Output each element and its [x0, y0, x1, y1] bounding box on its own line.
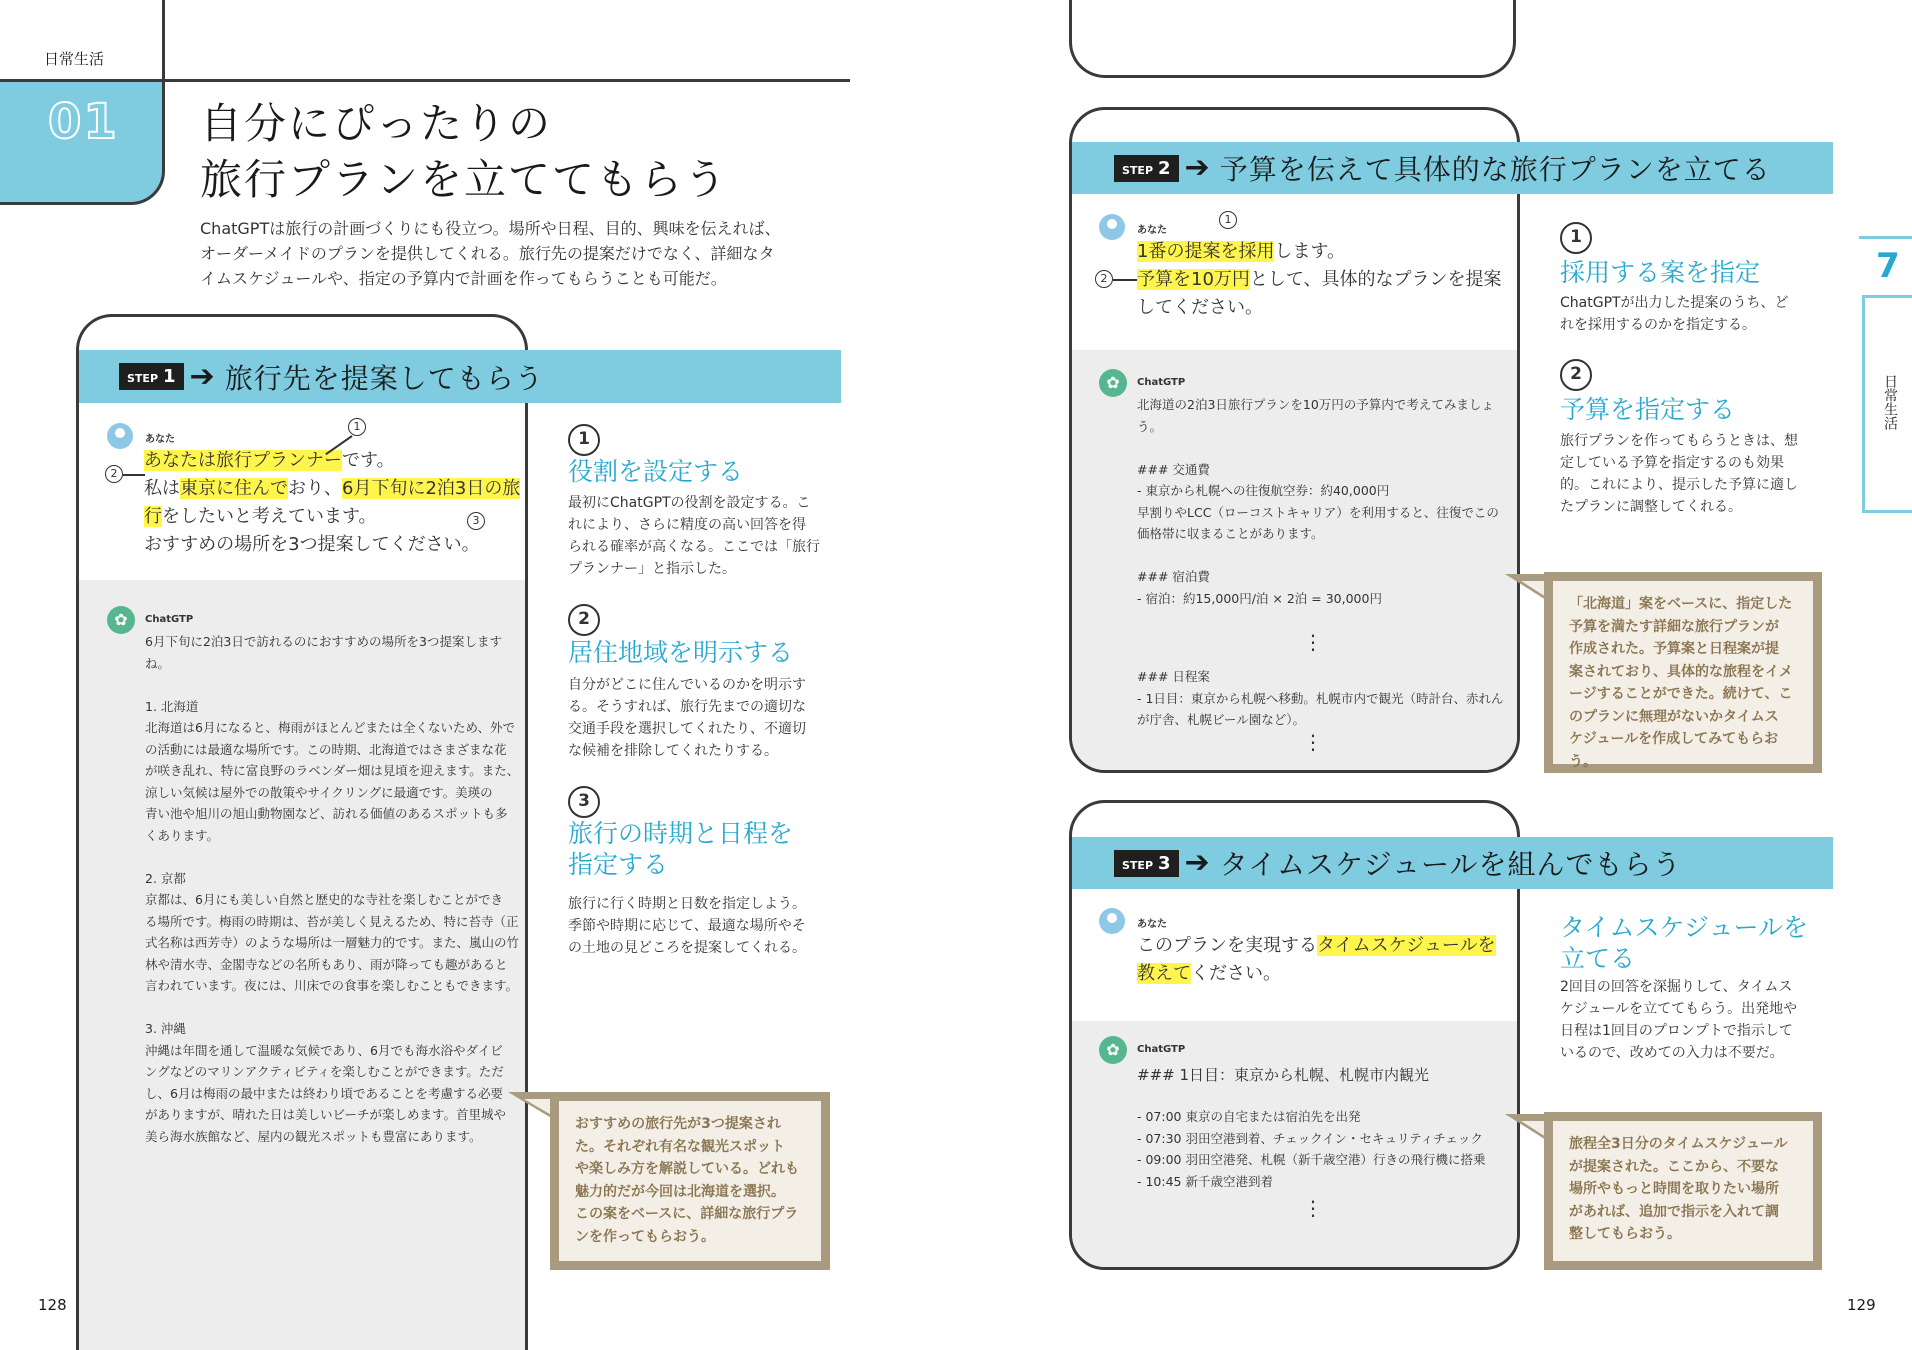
- note-line: 場所やもっと時間を取りたい場所: [1569, 1181, 1779, 1197]
- message-text: 私は: [144, 478, 180, 499]
- gpt-line: し、6月は梅雨の最中または終わり頃であることを考慮する必要: [145, 1085, 503, 1101]
- gpt-line: 価格帯に収まることがあります。: [1137, 526, 1324, 541]
- step2-gpt-message: [1137, 394, 1499, 609]
- point-title: [568, 456, 743, 487]
- callout-1-marker: 1: [348, 418, 366, 436]
- message-text: おすすめの場所を3つ提案してください。: [144, 534, 480, 555]
- gpt-line: [145, 846, 519, 868]
- message-text: このプランを実現する: [1137, 935, 1317, 956]
- step2-user-label: あなた: [1137, 225, 1167, 236]
- gpt-line: ### 宿泊費: [1137, 569, 1210, 584]
- message-line: [1137, 294, 1502, 322]
- message-line: [1137, 238, 1502, 266]
- desc-line: 交通手段を選択してくれたり、不適切: [568, 721, 806, 737]
- desc-line: ケジュールを立ててもらう。出発地や: [1560, 1001, 1798, 1017]
- page-title-line-1: 自分にぴったりの: [200, 99, 553, 148]
- message-line: [144, 531, 520, 559]
- right-page-number: 129: [1847, 1296, 1876, 1314]
- highlighted-text: 行: [144, 506, 162, 527]
- ellipsis-icon: ⋮: [1303, 630, 1325, 654]
- message-line: [144, 503, 520, 531]
- gpt-line: - 東京から札幌への往復航空券：約40,000円: [1137, 483, 1390, 498]
- gpt-line: ングなどのマリンアクティビティを楽しむことができます。ただ: [145, 1064, 504, 1079]
- note-line: があれば、追加で指示を入れて調: [1569, 1203, 1779, 1220]
- intro-line: ChatGPTは旅行の計画づくりにも役立つ。場所や日程、目的、興味を伝えれば、: [200, 219, 781, 238]
- gpt-line: - 07:30 羽田空港到着、チェックイン・セキュリティチェック: [1137, 1130, 1483, 1146]
- highlighted-text: 教えて: [1137, 963, 1191, 984]
- note-line: が提案された。ここから、不要な: [1569, 1158, 1779, 1175]
- desc-line: られる確率が高くなる。ここでは「旅行: [568, 539, 820, 555]
- page-title: [200, 96, 728, 208]
- note-line: や楽しみ方を解説している。どれも: [575, 1161, 799, 1177]
- step1-badge: STEP 1: [119, 363, 184, 390]
- gpt-line: - 09:00 羽田空港発、札幌（新千歳空港）行きの飛行機に搭乗: [1137, 1152, 1486, 1167]
- point-title: 予算を指定する: [1560, 395, 1736, 424]
- intro-text: [200, 216, 781, 291]
- step3-gpt-message: [1137, 1106, 1485, 1192]
- step2-gpt-message-continued: [1137, 666, 1503, 731]
- step3-badge: STEP 3: [1114, 850, 1179, 877]
- intro-line: イムスケジュールや、指定の予算内で計画を作ってもらうことも可能だ。: [200, 269, 727, 288]
- desc-line: たプランに調整してくれる。: [1560, 499, 1742, 515]
- desc-line: 2回目の回答を深掘りして、タイムス: [1560, 979, 1793, 995]
- gpt-line: ### 日程案: [1137, 669, 1210, 684]
- gpt-line: 青い池や旭川の旭山動物園など、訪れる価値のあるスポットも多: [145, 806, 508, 821]
- user-avatar: [1099, 214, 1125, 240]
- step2-gpt-label: ChatGTP: [1137, 377, 1186, 388]
- message-text: をしたいと考えています。: [162, 506, 377, 527]
- desc-line: れを採用するのかを指定する。: [1560, 317, 1756, 333]
- chapter-number: 7: [1876, 246, 1900, 286]
- point-title-line: 旅行の時期と日程を: [568, 819, 794, 848]
- highlighted-text: 予算を10万円: [1137, 269, 1250, 290]
- gpt-line: 林や清水寺、金閣寺などの名所もあり、雨が降っても趣があると: [145, 956, 508, 972]
- desc-line: 定している予算を指定するのも効果: [1560, 455, 1784, 471]
- gpt-line: 3. 沖縄: [145, 1021, 186, 1036]
- gpt-line: [1137, 545, 1499, 567]
- note-line: ンを作ってもらおう。: [575, 1228, 715, 1245]
- previous-phone-bottom: [1069, 0, 1516, 78]
- step2-title: 予算を伝えて具体的な旅行プランを立てる: [1219, 153, 1771, 186]
- point-desc: [568, 893, 806, 959]
- point-desc: [568, 674, 806, 762]
- page-title-line-2: 旅行プランを立ててもらう: [200, 155, 729, 204]
- chatgpt-logo-icon: ✿: [107, 606, 135, 634]
- note-line: 魅力的だが今回は北海道を選択。: [575, 1183, 785, 1200]
- desc-line: 季節や時期に応じて、最適な場所やそ: [568, 918, 806, 934]
- article-number: 01: [48, 94, 119, 150]
- chapter-tab-rule: [1859, 236, 1912, 239]
- highlighted-text: 東京に住んで: [180, 478, 288, 499]
- desc-line: 旅行プランを作ってもらうときは、想: [1560, 433, 1798, 449]
- left-page-number: 128: [38, 1296, 67, 1314]
- step3-title: タイムスケジュールを組んでもらう: [1219, 848, 1682, 881]
- note-line: ージすることができた。続けて、こ: [1569, 686, 1793, 702]
- gpt-line: くあります。: [145, 827, 220, 843]
- step1-user-message: [144, 447, 520, 559]
- message-line: [1137, 932, 1496, 960]
- step2-user-message: [1137, 238, 1502, 322]
- chatgpt-logo-icon: ✿: [1099, 369, 1127, 397]
- message-line: [144, 447, 520, 475]
- message-text: おり、: [288, 478, 342, 499]
- note-line: 整してもらおう。: [1569, 1226, 1681, 1242]
- ellipsis-icon: ⋮: [1303, 1196, 1325, 1220]
- callout-2-line: [1113, 279, 1137, 281]
- gpt-line: ね。: [145, 655, 171, 671]
- gpt-line: 早割りやLCC（ローコストキャリア）を利用すると、往復でこの: [1137, 504, 1499, 520]
- gpt-line: う。: [1137, 418, 1163, 434]
- desc-line: る。そうすれば、旅行先までの適切な: [568, 699, 806, 715]
- user-avatar: [1099, 908, 1125, 934]
- callout-3-marker: 3: [467, 512, 485, 530]
- note-line: 旅程全3日分のタイムスケジュール: [1569, 1136, 1788, 1152]
- arrow-right-icon: ➔: [1184, 845, 1210, 880]
- category-header: [0, 0, 165, 205]
- step3-user-message: [1137, 932, 1496, 988]
- callout-2-marker: 2: [1095, 270, 1113, 288]
- desc-line: いるので、改めての入力は不要だ。: [1560, 1045, 1784, 1061]
- gpt-line: [145, 674, 519, 696]
- point-desc: [1560, 430, 1798, 518]
- message-text: してください。: [1137, 297, 1263, 318]
- point-number-icon: 1: [568, 424, 600, 456]
- note-line: 作成された。予算案と日程案が提: [1569, 641, 1779, 657]
- point-number-icon: 2: [568, 604, 600, 636]
- category-label: 日常生活: [44, 50, 105, 68]
- gpt-line: 美ら海水族館など、屋内の観光スポットも豊富にあります。: [145, 1128, 482, 1144]
- gpt-line: 北海道の2泊3日旅行プランを10万円の予算内で考えてみましょ: [1137, 397, 1494, 412]
- step3-note: [1544, 1112, 1822, 1270]
- desc-line: プランナー」と指示した。: [568, 561, 736, 577]
- gpt-line: - 10:45 新千歳空港到着: [1137, 1173, 1273, 1189]
- gpt-line: 沖縄は年間を通して温暖な気候であり、6月でも海水浴やダイビ: [145, 1042, 503, 1058]
- point-number-icon: 1: [1560, 222, 1592, 254]
- message-text: します。: [1274, 241, 1346, 262]
- note-line: この案をベースに、詳細な旅行プラ: [575, 1206, 799, 1222]
- gpt-line: - 1日目：東京から札幌へ移動。札幌市内で観光（時計台、赤れん: [1137, 690, 1504, 706]
- message-text: として、具体的なプランを提案: [1249, 269, 1502, 290]
- point-desc: [1560, 292, 1789, 336]
- point-desc: [568, 492, 820, 580]
- gpt-line: - 07:00 東京の自宅または宿泊先を出発: [1137, 1109, 1361, 1124]
- gpt-line: 北海道は6月になると、梅雨がほとんどまたは全くないため、外で: [145, 720, 515, 735]
- callout-2-marker: 2: [105, 465, 123, 483]
- step1-gpt-message: [145, 631, 519, 1147]
- note-line: おすすめの旅行先が3つ提案され: [575, 1116, 781, 1132]
- note-line: 予算を満たす詳細な旅行プランが: [1569, 618, 1779, 635]
- highlighted-text: 1番の提案を採用: [1137, 241, 1275, 262]
- message-line: [1137, 266, 1502, 294]
- step1-gpt-label: ChatGTP: [145, 614, 194, 625]
- step1-user-label: あなた: [145, 434, 175, 445]
- message-line: [144, 475, 520, 503]
- gpt-line: ### 交通費: [1137, 461, 1210, 477]
- gpt-line: 1. 北海道: [145, 698, 199, 714]
- highlighted-text: あなたは旅行プランナー: [144, 450, 342, 471]
- step2-note: [1544, 572, 1822, 773]
- point-title: [568, 637, 793, 668]
- note-line: ケジュールを作成してみてもらおう。: [1569, 731, 1779, 770]
- highlighted-text: タイムスケジュールを: [1317, 935, 1496, 956]
- step3-user-label: あなた: [1137, 919, 1167, 930]
- header-rule: [0, 79, 850, 82]
- arrow-right-icon: ➔: [1184, 150, 1210, 185]
- step3-point-title: タイムスケジュールを 立てる: [1560, 913, 1809, 973]
- message-text: ください。: [1191, 963, 1281, 984]
- desc-line: 最初にChatGPTの役割を設定する。こ: [568, 495, 811, 511]
- message-line: [1137, 960, 1496, 988]
- gpt-line: が咲き乱れ、特に富良野のラベンダー畑は見頃を迎えます。また、: [145, 763, 520, 778]
- gpt-line: 6月下旬に2泊3日で訪れるのにおすすめの場所を3つ提案します: [145, 634, 502, 649]
- note-line: 案されており、具体的な旅程をイメ: [1569, 663, 1793, 680]
- step2-badge: STEP 2: [1114, 155, 1179, 182]
- gpt-line: る場所です。梅雨の時期は、苔が美しく見えるため、特に苔寺（正: [145, 913, 519, 929]
- desc-line: な候補を排除してくれたりする。: [568, 743, 778, 759]
- step2-bar: [1072, 142, 1833, 194]
- step3-bar: [1072, 837, 1833, 889]
- point-title-line: 居住地域を明示する: [568, 638, 794, 667]
- gpt-line: が庁舎、札幌ビール園など）。: [1137, 712, 1306, 727]
- step3-point-desc: [1560, 976, 1797, 1064]
- callout-1-marker: 1: [1219, 211, 1237, 229]
- gpt-line: 2. 京都: [145, 870, 186, 886]
- gpt-line: 言われています。夜には、川床での食事を楽しむこともできます。: [145, 978, 519, 993]
- point-number-icon: 2: [1560, 359, 1592, 391]
- gpt-line: の活動には最適な場所です。この時期、北海道ではさまざまな花: [145, 741, 507, 757]
- chapter-label: 日常生活: [1882, 374, 1898, 430]
- gpt-line: 式名称は西芳寺）のような場所は一層魅力的です。また、嵐山の竹: [145, 935, 520, 950]
- point-title-line: 役割を設定する: [568, 457, 744, 486]
- note-line: のプランに無理がないかタイムス: [1569, 708, 1779, 725]
- point-number-icon: 3: [568, 786, 600, 818]
- note-line: た。それぞれ有名な観光スポット: [575, 1138, 785, 1155]
- gpt-line: - 宿泊：約15,000円/泊 × 2泊 = 30,000円: [1137, 590, 1382, 606]
- arrow-right-icon: ➔: [189, 358, 215, 394]
- gpt-line: [1137, 437, 1499, 459]
- desc-line: ChatGPTが出力した提案のうち、ど: [1560, 295, 1789, 311]
- point-title: 採用する案を指定: [1560, 258, 1761, 287]
- desc-line: 旅行に行く時期と日数を指定しよう。: [568, 896, 806, 912]
- desc-line: れにより、さらに精度の高い回答を得: [568, 517, 806, 533]
- desc-line: 自分がどこに住んでいるのかを明示す: [568, 677, 806, 693]
- user-avatar: [107, 423, 133, 449]
- step1-bar: [79, 350, 841, 403]
- step3-gpt-label: ChatGTP: [1137, 1044, 1186, 1055]
- note-line: 「北海道」案をベースに、指定した: [1569, 596, 1793, 612]
- gpt-line: 涼しい気候は屋外での散策やサイクリングに最適です。美瑛の: [145, 784, 493, 800]
- point-title: [568, 818, 793, 880]
- chatgpt-logo-icon: ✿: [1099, 1036, 1127, 1064]
- step3-gpt-heading: ### 1日目：東京から札幌、札幌市内観光: [1137, 1066, 1430, 1084]
- desc-line: の土地の見どころを提案してくれる。: [568, 940, 806, 956]
- intro-line: オーダーメイドのプランを提供してくれる。旅行先の提案だけでなく、詳細なタ: [200, 244, 775, 263]
- ellipsis-icon: ⋮: [1303, 730, 1325, 754]
- point-title-line: 指定する: [568, 850, 669, 879]
- desc-line: 的。これにより、提示した予算に適し: [1560, 477, 1798, 493]
- callout-2-line: [123, 474, 145, 476]
- desc-line: 日程は1回目のプロンプトで指示して: [1560, 1023, 1793, 1039]
- gpt-line: 京都は、6月にも美しい自然と歴史的な寺社を楽しむことができ: [145, 892, 503, 907]
- gpt-line: がありますが、晴れた日は美しいビーチが楽しめます。首里城や: [145, 1107, 507, 1122]
- step1-note: [550, 1092, 830, 1270]
- highlighted-text: 6月下旬に2泊3日の旅: [342, 478, 521, 499]
- gpt-line: [145, 997, 519, 1019]
- step1-title: 旅行先を提案してもらう: [224, 361, 544, 395]
- message-text: です。: [342, 450, 395, 471]
